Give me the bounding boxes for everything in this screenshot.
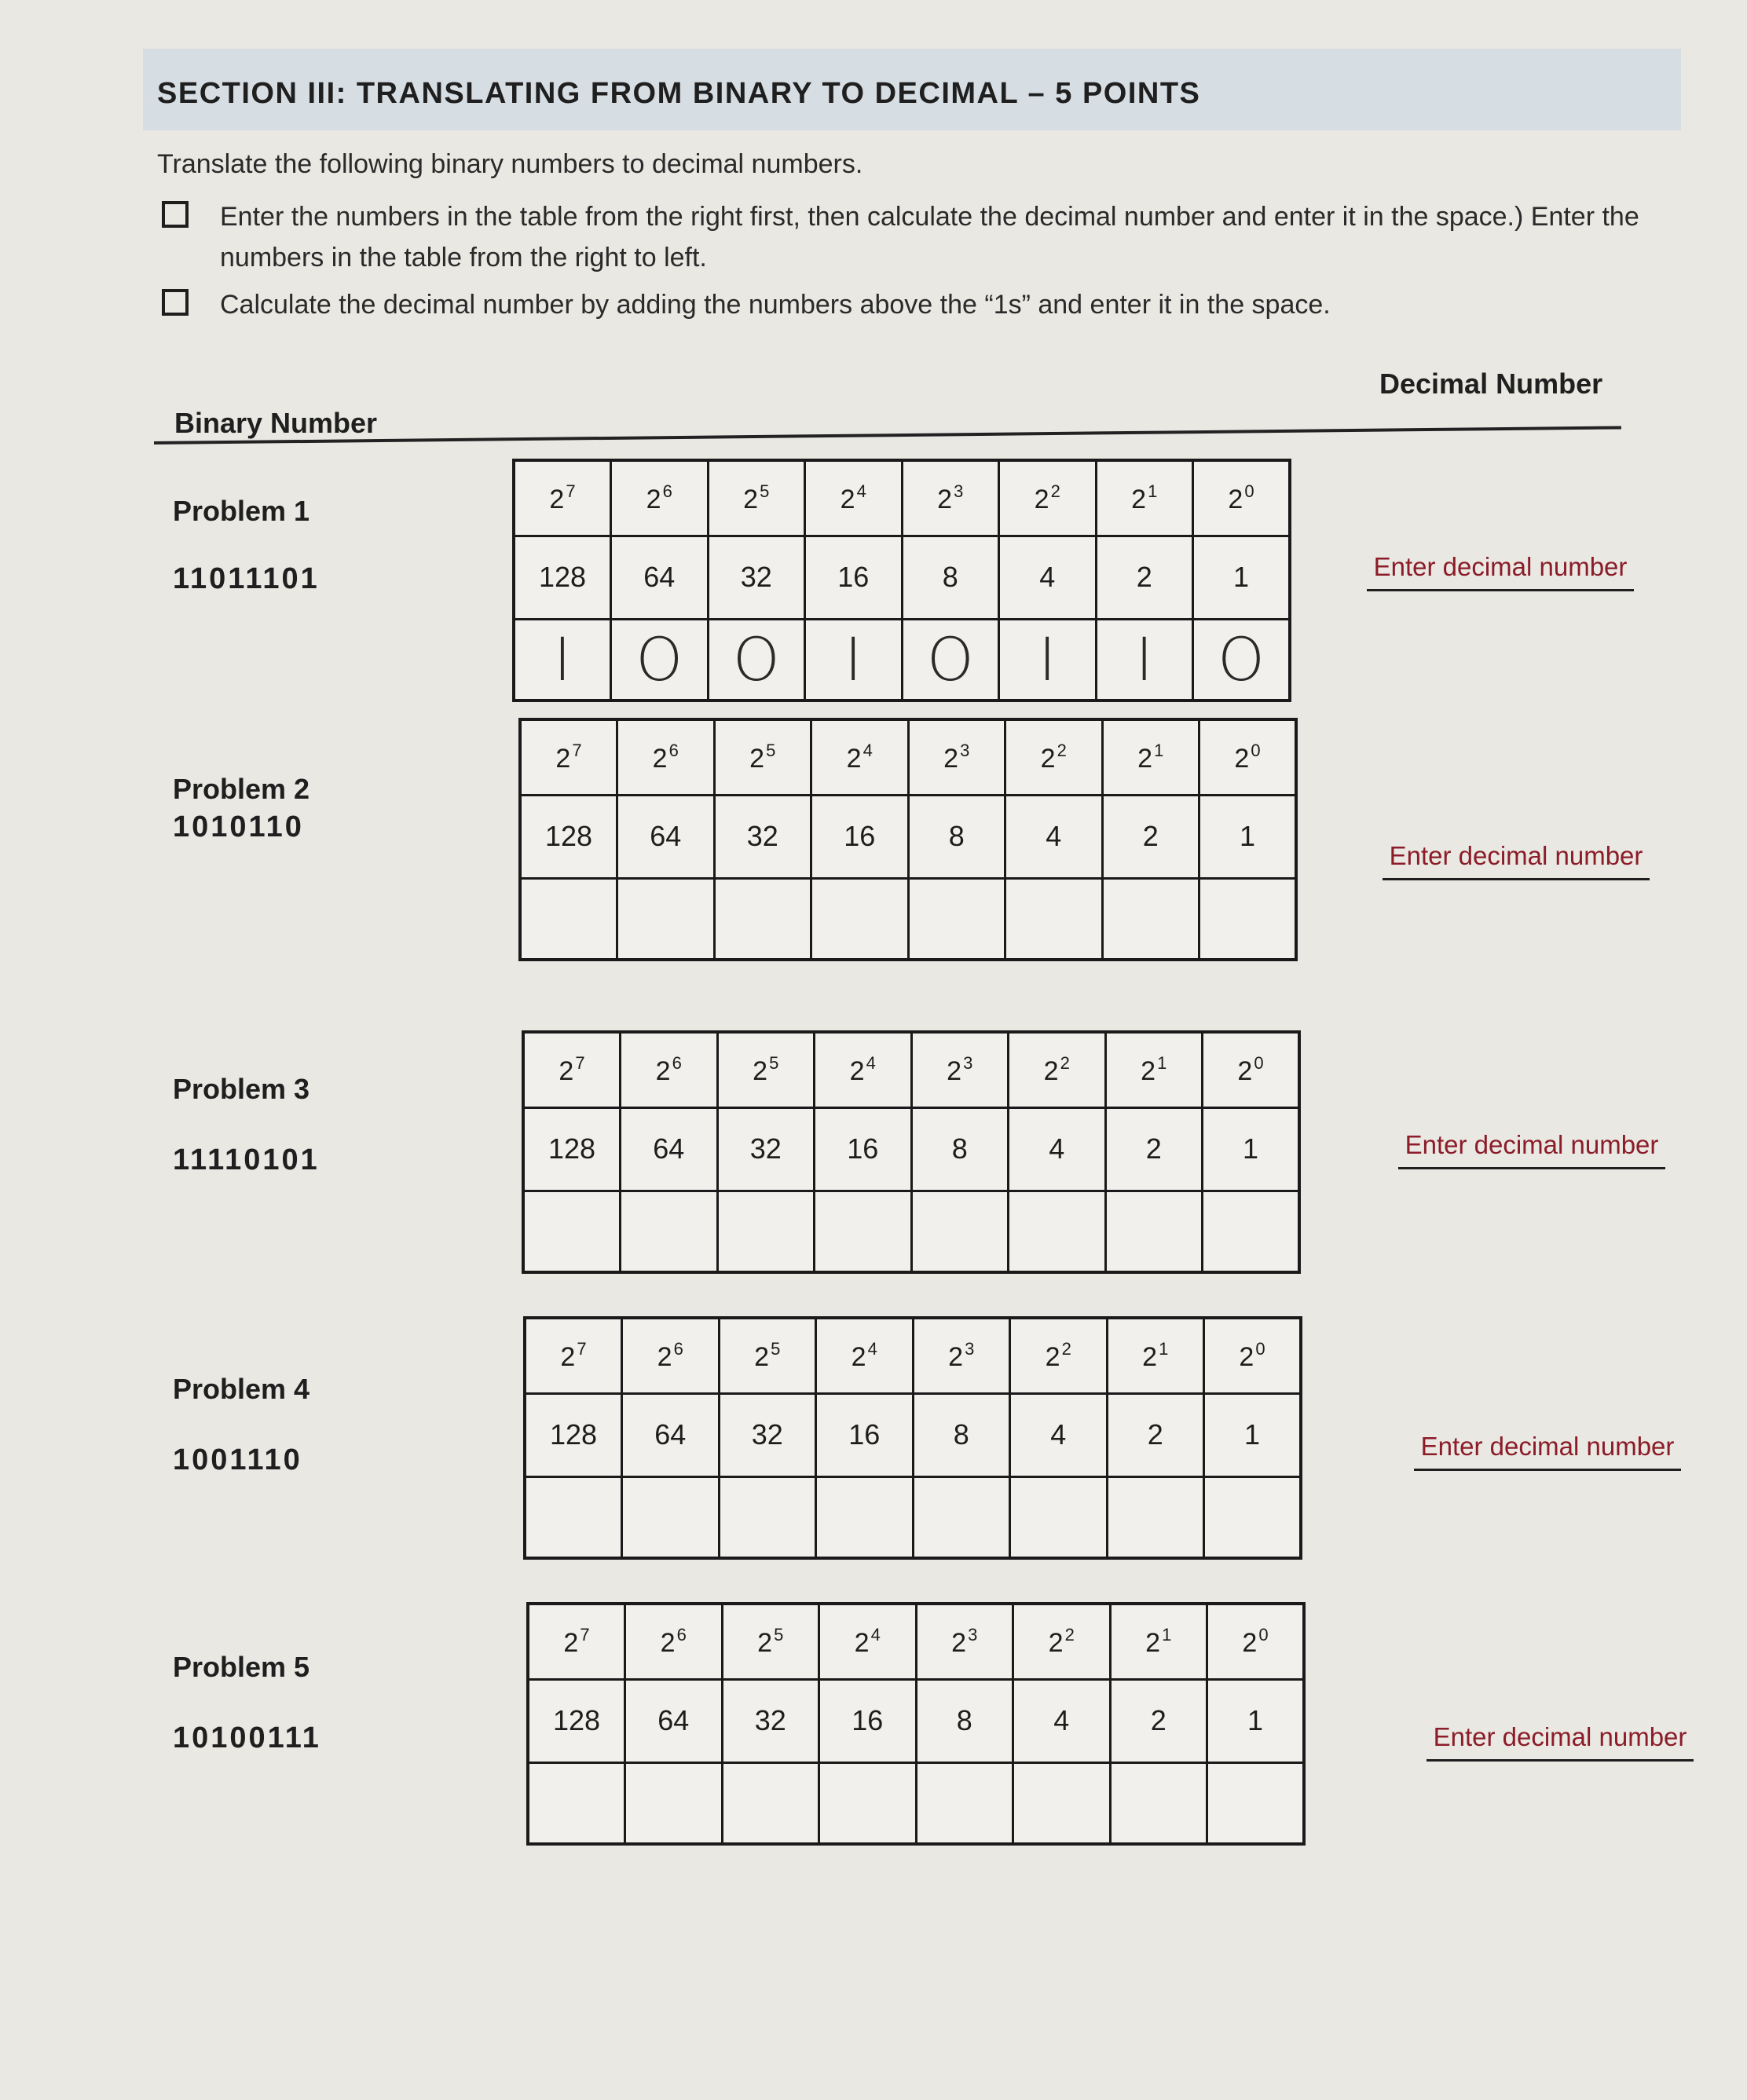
answer-cell[interactable] xyxy=(1010,1476,1108,1558)
power-exponent: 7 xyxy=(580,1624,590,1645)
power-cell xyxy=(805,460,903,536)
decimal-answer-field[interactable] xyxy=(1383,839,1650,880)
place-value-cell: 64 xyxy=(617,795,715,878)
power-cell xyxy=(815,1032,912,1107)
power-base: 2 xyxy=(1239,1341,1254,1372)
powers-row xyxy=(523,1032,1299,1107)
powers-row xyxy=(528,1604,1304,1679)
power-cell xyxy=(514,460,611,536)
place-value-cell: 16 xyxy=(805,536,903,619)
place-value-cell: 32 xyxy=(717,1107,815,1191)
answer-row xyxy=(523,1191,1299,1272)
answer-cell[interactable]: I xyxy=(999,619,1097,701)
answer-cell[interactable] xyxy=(911,1191,1009,1272)
power-exponent: 7 xyxy=(577,1338,587,1359)
answer-cell[interactable] xyxy=(1110,1762,1207,1844)
power-cell xyxy=(617,719,715,795)
power-exponent: 5 xyxy=(769,1052,779,1073)
place-values-row xyxy=(525,1393,1301,1476)
answer-cell[interactable]: I xyxy=(514,619,611,701)
answer-cell[interactable] xyxy=(621,1191,718,1272)
power-base: 2 xyxy=(1237,1055,1253,1086)
problem-binary-number: 11110101 xyxy=(173,1143,320,1176)
power-exponent: 0 xyxy=(1244,481,1254,501)
answer-cell[interactable] xyxy=(622,1476,720,1558)
place-value-cell: 1 xyxy=(1207,1679,1305,1762)
power-exponent: 7 xyxy=(575,1052,585,1073)
place-value-cell: 128 xyxy=(528,1679,625,1762)
power-cell xyxy=(523,1032,621,1107)
power-cell xyxy=(1010,1318,1108,1393)
place-value-cell: 8 xyxy=(913,1393,1010,1476)
power-base: 2 xyxy=(657,1341,672,1372)
answer-underline xyxy=(1414,1469,1681,1471)
answer-underline xyxy=(1367,589,1634,591)
power-cell xyxy=(902,460,999,536)
power-base: 2 xyxy=(1242,1627,1258,1658)
place-value-cell: 32 xyxy=(719,1393,816,1476)
decimal-prompt: Enter decimal number xyxy=(1433,1722,1687,1751)
answer-row xyxy=(528,1762,1304,1844)
place-value-cell: 32 xyxy=(708,536,805,619)
power-base: 2 xyxy=(559,1055,574,1086)
power-exponent: 2 xyxy=(1064,1624,1075,1645)
answer-cell[interactable]: O xyxy=(902,619,999,701)
power-base: 2 xyxy=(849,1055,865,1086)
power-exponent: 3 xyxy=(965,1338,975,1359)
checkbox[interactable] xyxy=(162,289,189,316)
place-values-row xyxy=(520,795,1296,878)
answer-cell[interactable] xyxy=(1009,1191,1106,1272)
decimal-answer-field[interactable] xyxy=(1398,1128,1665,1169)
power-base: 2 xyxy=(646,484,661,514)
power-exponent: 4 xyxy=(870,1624,881,1645)
binary-conversion-table xyxy=(523,1316,1302,1560)
power-cell xyxy=(722,1604,819,1679)
answer-cell[interactable] xyxy=(1013,1762,1111,1844)
power-exponent: 4 xyxy=(867,1338,877,1359)
answer-cell[interactable]: O xyxy=(1193,619,1291,701)
power-cell xyxy=(1105,1032,1203,1107)
place-value-cell: 128 xyxy=(514,536,611,619)
power-cell xyxy=(1102,719,1199,795)
power-cell xyxy=(911,1032,1009,1107)
answer-cell[interactable] xyxy=(1199,878,1297,960)
checkbox[interactable] xyxy=(162,201,189,228)
place-value-cell: 8 xyxy=(916,1679,1013,1762)
answer-cell[interactable] xyxy=(908,878,1005,960)
place-value-cell: 32 xyxy=(722,1679,819,1762)
decimal-prompt: Enter decimal number xyxy=(1389,841,1643,870)
power-exponent: 2 xyxy=(1050,481,1060,501)
answer-cell[interactable] xyxy=(811,878,909,960)
answer-cell[interactable] xyxy=(819,1762,917,1844)
power-exponent: 0 xyxy=(1254,1052,1264,1073)
power-exponent: 5 xyxy=(774,1624,784,1645)
place-value-cell: 64 xyxy=(621,1107,718,1191)
problem-binary-number: 1001110 xyxy=(173,1443,302,1476)
place-value-cell: 128 xyxy=(525,1393,622,1476)
power-cell xyxy=(520,719,617,795)
power-base: 2 xyxy=(560,1341,576,1372)
problem-label: Problem 2 xyxy=(173,773,310,805)
power-base: 2 xyxy=(1228,484,1243,514)
place-value-cell: 8 xyxy=(908,795,1005,878)
power-cell xyxy=(1199,719,1297,795)
power-cell xyxy=(528,1604,625,1679)
place-value-cell: 16 xyxy=(815,1107,912,1191)
binary-conversion-table xyxy=(522,1030,1301,1274)
power-exponent: 3 xyxy=(968,1624,978,1645)
answer-cell[interactable] xyxy=(1005,878,1103,960)
answer-cell[interactable] xyxy=(520,878,617,960)
power-base: 2 xyxy=(757,1627,773,1658)
powers-row xyxy=(525,1318,1301,1393)
power-cell xyxy=(811,719,909,795)
place-value-cell: 4 xyxy=(1010,1393,1108,1476)
power-exponent: 5 xyxy=(771,1338,781,1359)
answer-cell[interactable] xyxy=(913,1476,1010,1558)
power-cell xyxy=(622,1318,720,1393)
power-exponent: 3 xyxy=(963,1052,973,1073)
place-value-cell: 1 xyxy=(1204,1393,1302,1476)
answer-cell[interactable] xyxy=(1102,878,1199,960)
place-value-cell: 4 xyxy=(1009,1107,1106,1191)
answer-cell[interactable] xyxy=(1207,1762,1305,1844)
power-exponent: 5 xyxy=(760,481,770,501)
power-cell xyxy=(908,719,1005,795)
instruction-item xyxy=(162,284,1697,325)
power-exponent: 0 xyxy=(1255,1338,1265,1359)
power-exponent: 6 xyxy=(676,1624,687,1645)
power-exponent: 2 xyxy=(1061,1338,1071,1359)
answer-underline xyxy=(1383,878,1650,880)
place-values-row xyxy=(523,1107,1299,1191)
power-cell xyxy=(819,1604,917,1679)
problem-label: Problem 4 xyxy=(173,1373,310,1405)
power-cell xyxy=(1207,1604,1305,1679)
power-exponent: 3 xyxy=(960,740,970,760)
power-exponent: 4 xyxy=(866,1052,876,1073)
binary-conversion-table xyxy=(526,1602,1306,1846)
place-value-cell: 4 xyxy=(1005,795,1103,878)
power-cell xyxy=(916,1604,1013,1679)
answer-cell[interactable] xyxy=(525,1476,622,1558)
answer-cell[interactable] xyxy=(1203,1191,1300,1272)
power-exponent: 0 xyxy=(1251,740,1261,760)
power-exponent: 6 xyxy=(673,1338,683,1359)
power-base: 2 xyxy=(743,484,759,514)
power-base: 2 xyxy=(549,484,565,514)
power-cell xyxy=(1110,1604,1207,1679)
power-base: 2 xyxy=(854,1627,870,1658)
power-base: 2 xyxy=(937,484,953,514)
answer-cell[interactable] xyxy=(815,1191,912,1272)
place-value-cell: 16 xyxy=(816,1393,914,1476)
answer-cell[interactable] xyxy=(816,1476,914,1558)
decimal-prompt: Enter decimal number xyxy=(1405,1130,1659,1159)
answer-cell[interactable]: O xyxy=(708,619,805,701)
place-value-cell: 32 xyxy=(714,795,811,878)
power-base: 2 xyxy=(1142,1341,1158,1372)
place-value-cell: 64 xyxy=(625,1679,723,1762)
power-cell xyxy=(714,719,811,795)
power-exponent: 5 xyxy=(766,740,776,760)
answer-row xyxy=(525,1476,1301,1558)
answer-underline xyxy=(1427,1759,1694,1762)
decimal-prompt: Enter decimal number xyxy=(1373,552,1628,581)
power-exponent: 4 xyxy=(863,740,873,760)
power-base: 2 xyxy=(948,1341,964,1372)
place-value-cell: 4 xyxy=(1013,1679,1111,1762)
power-base: 2 xyxy=(846,743,862,774)
place-value-cell: 16 xyxy=(819,1679,917,1762)
decimal-answer-field[interactable] xyxy=(1367,550,1634,591)
power-base: 2 xyxy=(943,743,959,774)
power-base: 2 xyxy=(563,1627,579,1658)
power-cell xyxy=(717,1032,815,1107)
power-cell xyxy=(1203,1032,1300,1107)
power-base: 2 xyxy=(655,1055,671,1086)
powers-row xyxy=(514,460,1290,536)
power-base: 2 xyxy=(1034,484,1049,514)
binary-number-header: Binary Number xyxy=(174,407,378,439)
power-cell xyxy=(999,460,1097,536)
power-exponent: 7 xyxy=(566,481,576,501)
answer-cell[interactable] xyxy=(523,1191,621,1272)
power-base: 2 xyxy=(947,1055,962,1086)
place-value-cell: 1 xyxy=(1193,536,1291,619)
problem-binary-number: 1010110 xyxy=(173,810,304,843)
power-base: 2 xyxy=(1234,743,1250,774)
power-cell xyxy=(525,1318,622,1393)
power-cell xyxy=(1005,719,1103,795)
power-cell xyxy=(708,460,805,536)
power-cell xyxy=(1013,1604,1111,1679)
power-cell xyxy=(719,1318,816,1393)
power-base: 2 xyxy=(555,743,571,774)
power-base: 2 xyxy=(840,484,855,514)
problem-label: Problem 3 xyxy=(173,1073,310,1105)
answer-cell[interactable] xyxy=(719,1476,816,1558)
place-value-cell: 128 xyxy=(523,1107,621,1191)
power-base: 2 xyxy=(1048,1627,1064,1658)
decimal-answer-field[interactable] xyxy=(1414,1429,1681,1471)
powers-row xyxy=(520,719,1296,795)
place-value-cell: 16 xyxy=(811,795,909,878)
binary-conversion-table xyxy=(512,459,1291,702)
power-base: 2 xyxy=(754,1341,770,1372)
answer-cell[interactable] xyxy=(722,1762,819,1844)
power-exponent: 3 xyxy=(954,481,964,501)
place-value-cell: 2 xyxy=(1096,536,1193,619)
decimal-prompt: Enter decimal number xyxy=(1420,1432,1675,1461)
answer-underline xyxy=(1398,1167,1665,1169)
power-base: 2 xyxy=(660,1627,676,1658)
power-base: 2 xyxy=(749,743,765,774)
answer-cell[interactable] xyxy=(714,878,811,960)
power-cell xyxy=(1107,1318,1204,1393)
section-title: SECTION III: TRANSLATING FROM BINARY TO DECIMAL – 5 POINTS xyxy=(157,77,1201,110)
instruction-text: Calculate the decimal number by adding the numbers above the “1s” and enter it in the space. xyxy=(220,290,1331,320)
power-exponent: 1 xyxy=(1162,1624,1172,1645)
place-value-cell: 2 xyxy=(1102,795,1199,878)
place-value-cell: 8 xyxy=(902,536,999,619)
place-value-cell: 1 xyxy=(1203,1107,1300,1191)
instruction-text: Enter the numbers in the table from the right first, then calculate the decimal number and enter it in the space.) Enter the numbers in the table from the right to left. xyxy=(220,202,1639,273)
answer-row xyxy=(520,878,1296,960)
answer-row xyxy=(514,619,1290,701)
power-base: 2 xyxy=(1131,484,1147,514)
power-exponent: 1 xyxy=(1157,1052,1167,1073)
power-cell xyxy=(1009,1032,1106,1107)
place-value-cell: 1 xyxy=(1199,795,1297,878)
power-cell xyxy=(611,460,709,536)
place-value-cell: 128 xyxy=(520,795,617,878)
answer-cell[interactable] xyxy=(1105,1191,1203,1272)
power-cell xyxy=(625,1604,723,1679)
binary-conversion-table xyxy=(518,718,1298,961)
answer-cell[interactable] xyxy=(717,1191,815,1272)
power-base: 2 xyxy=(1137,743,1153,774)
power-base: 2 xyxy=(652,743,668,774)
power-exponent: 2 xyxy=(1057,740,1067,760)
place-values-row xyxy=(514,536,1290,619)
power-exponent: 0 xyxy=(1258,1624,1269,1645)
decimal-answer-field[interactable] xyxy=(1427,1720,1694,1762)
answer-cell[interactable]: O xyxy=(611,619,709,701)
power-base: 2 xyxy=(1141,1055,1156,1086)
power-exponent: 6 xyxy=(662,481,672,501)
decimal-number-header: Decimal Number xyxy=(1379,368,1603,400)
place-value-cell: 2 xyxy=(1110,1679,1207,1762)
power-base: 2 xyxy=(1045,1341,1060,1372)
power-base: 2 xyxy=(951,1627,967,1658)
place-value-cell: 64 xyxy=(622,1393,720,1476)
answer-cell[interactable]: I xyxy=(805,619,903,701)
power-cell xyxy=(1204,1318,1302,1393)
power-base: 2 xyxy=(1040,743,1056,774)
power-exponent: 6 xyxy=(672,1052,682,1073)
power-base: 2 xyxy=(1145,1627,1161,1658)
power-exponent: 7 xyxy=(572,740,582,760)
power-base: 2 xyxy=(753,1055,768,1086)
problem-binary-number: 10100111 xyxy=(173,1721,321,1754)
place-values-row xyxy=(528,1679,1304,1762)
place-value-cell: 2 xyxy=(1107,1393,1204,1476)
place-value-cell: 64 xyxy=(611,536,709,619)
answer-cell[interactable] xyxy=(625,1762,723,1844)
power-exponent: 4 xyxy=(856,481,866,501)
problem-binary-number: 11011101 xyxy=(173,562,320,595)
problem-label: Problem 5 xyxy=(173,1651,310,1683)
answer-cell[interactable] xyxy=(528,1762,625,1844)
answer-cell[interactable] xyxy=(1204,1476,1302,1558)
place-value-cell: 8 xyxy=(911,1107,1009,1191)
problem-label: Problem 1 xyxy=(173,495,310,527)
power-exponent: 1 xyxy=(1148,481,1158,501)
power-exponent: 1 xyxy=(1159,1338,1169,1359)
power-cell xyxy=(913,1318,1010,1393)
power-exponent: 2 xyxy=(1060,1052,1070,1073)
power-exponent: 6 xyxy=(668,740,679,760)
intro-text: Translate the following binary numbers to decimal numbers. xyxy=(157,149,863,179)
power-cell xyxy=(1193,460,1291,536)
power-exponent: 1 xyxy=(1154,740,1164,760)
power-cell xyxy=(621,1032,718,1107)
power-base: 2 xyxy=(1043,1055,1059,1086)
place-value-cell: 4 xyxy=(999,536,1097,619)
power-base: 2 xyxy=(851,1341,866,1372)
instruction-item xyxy=(162,196,1697,278)
power-cell xyxy=(816,1318,914,1393)
answer-cell[interactable] xyxy=(617,878,715,960)
answer-cell[interactable] xyxy=(1107,1476,1204,1558)
place-value-cell: 2 xyxy=(1105,1107,1203,1191)
answer-cell[interactable]: I xyxy=(1096,619,1193,701)
answer-cell[interactable] xyxy=(916,1762,1013,1844)
power-cell xyxy=(1096,460,1193,536)
